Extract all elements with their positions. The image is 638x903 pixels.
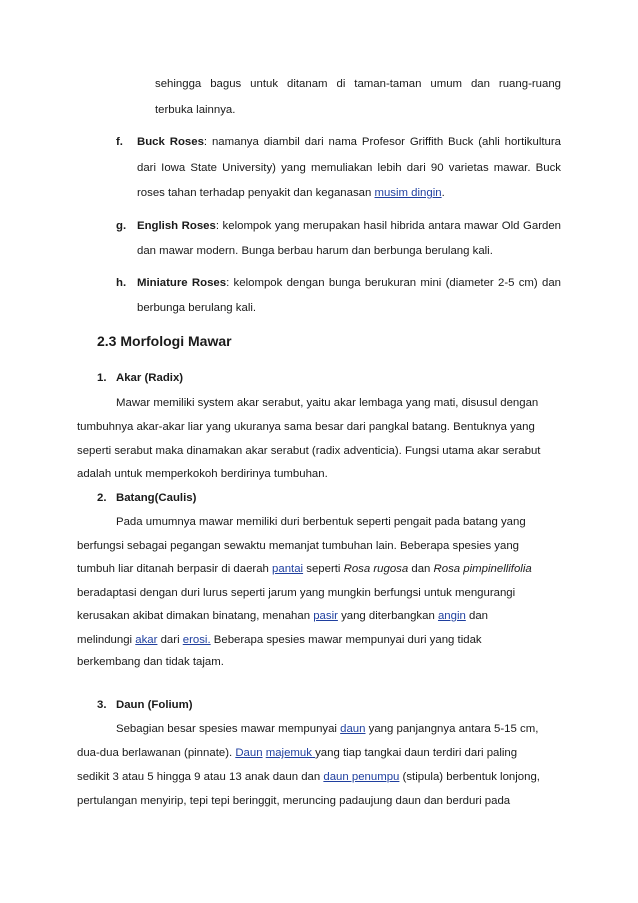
- daun-line-1: [116, 721, 538, 737]
- batang-line-6-text: melindungi: [77, 634, 136, 646]
- species-rosa-rugosa: Rosa rugosa: [343, 563, 409, 575]
- batang-line-1: Pada umumnya mawar memiliki duri berbentuk seperti pengait pada batang yang: [116, 516, 526, 528]
- link-daun-penumpu[interactable]: daun penumpu: [323, 771, 400, 783]
- daun-line-4: pertulangan menyirip, tepi tepi beringgit, meruncing padaujung daun dan berduri pada: [77, 795, 511, 807]
- link-pantai[interactable]: pantai: [272, 563, 304, 575]
- batang-line-6-text-3: Beberapa spesies mawar mempunyai duri yang tidak: [210, 634, 482, 646]
- link-erosi[interactable]: erosi.: [182, 634, 211, 646]
- rose-type-continuation-line-1: sehingga bagus untuk ditanam di taman-taman umum dan ruang-ruang: [155, 78, 561, 90]
- batang-line-5-text-2: yang diterbangkan: [337, 610, 438, 622]
- link-musim-dingin[interactable]: musim dingin: [374, 187, 442, 199]
- miniature-roses-line-2: berbunga berulang kali.: [137, 302, 257, 314]
- daun-line-1-text: Sebagian besar spesies mawar mempunyai: [116, 723, 341, 735]
- english-roses-line-1: [137, 218, 561, 234]
- section-heading: 2.3 Morfologi Mawar: [97, 333, 232, 349]
- miniature-roses-term: Miniature Roses: [137, 277, 227, 289]
- link-angin[interactable]: angin: [437, 610, 466, 622]
- english-roses-text: : kelompok yang merupakan hasil hibrida antara mawar Old Garden: [215, 220, 561, 232]
- buck-roses-line-1: [137, 134, 561, 150]
- link-daun[interactable]: daun: [340, 723, 366, 735]
- english-roses-line-2: dan mawar modern. Bunga berbau harum dan berbunga berulang kali.: [137, 245, 493, 257]
- link-majemuk[interactable]: majemuk: [265, 747, 316, 759]
- daun-line-2-text-2: yang tiap tangkai daun terdiri dari paling: [315, 747, 518, 759]
- batang-line-3-text: tumbuh liar ditanah berpasir di daerah: [77, 563, 273, 575]
- rose-type-continuation-line-2: terbuka lainnya.: [155, 104, 236, 116]
- batang-line-3: [77, 561, 532, 577]
- buck-roses-line-3: [137, 185, 445, 201]
- batang-line-6: [77, 632, 482, 648]
- list-marker-f: f.: [116, 136, 123, 148]
- buck-roses-line-2: dari Iowa State University) yang memuliakan lebih dari 90 varietas mawar. Buck: [137, 162, 561, 174]
- list-marker-2: 2.: [97, 492, 107, 504]
- daun-line-2: [77, 745, 517, 761]
- species-rosa-pimpinellifolia: Rosa pimpinellifolia: [433, 563, 532, 575]
- batang-line-3-text-3: dan: [408, 563, 434, 575]
- buck-roses-line-3-end: .: [441, 187, 445, 199]
- daun-line-1-text-2: yang panjangnya antara 5-15 cm,: [365, 723, 539, 735]
- batang-line-4: beradaptasi dengan duri lurus seperti jarum yang mungkin berfungsi untuk mengurangi: [77, 587, 516, 599]
- buck-roses-term: Buck Roses: [137, 136, 204, 148]
- daun-line-2-text: dua-dua berlawanan (pinnate).: [77, 747, 236, 759]
- akar-title: Akar (Radix): [116, 372, 184, 384]
- link-daun-2[interactable]: Daun: [235, 747, 263, 759]
- link-pasir[interactable]: pasir: [313, 610, 338, 622]
- batang-line-2: berfungsi sebagai pegangan sewaktu memanjat tumbuhan lain. Beberapa spesies yang: [77, 540, 519, 552]
- list-marker-h: h.: [116, 277, 127, 289]
- miniature-roses-line-1: [137, 275, 561, 291]
- list-marker-g: g.: [116, 220, 127, 232]
- akar-line-3: seperti serabut maka dinamakan akar serabut (radix adventicia). Fungsi utama akar serabut: [77, 445, 541, 457]
- list-marker-1: 1.: [97, 372, 107, 384]
- batang-title: Batang(Caulis): [116, 492, 197, 504]
- daun-line-3: [77, 769, 540, 785]
- buck-roses-text: : namanya diambil dari nama Profesor Griffith Buck (ahli hortikultura: [203, 136, 561, 148]
- buck-roses-line-3-text: roses tahan terhadap penyakit dan keganasan: [137, 187, 375, 199]
- link-akar[interactable]: akar: [135, 634, 158, 646]
- akar-line-2: tumbuhnya akar-akar liar yang ukuranya sama besar dari pangkal batang. Bentuknya yang: [77, 421, 535, 433]
- miniature-roses-text: : kelompok dengan bunga berukuran mini (diameter 2-5 cm) dan: [226, 277, 562, 289]
- akar-line-1: Mawar memiliki system akar serabut, yaitu akar lembaga yang mati, disusul dengan: [116, 397, 539, 409]
- list-marker-3: 3.: [97, 699, 107, 711]
- batang-line-3-text-2: seperti: [303, 563, 344, 575]
- english-roses-term: English Roses: [137, 220, 216, 232]
- batang-line-5-text: kerusakan akibat dimakan binatang, menahan: [77, 610, 314, 622]
- daun-line-3-text-2: (stipula) berbentuk lonjong,: [399, 771, 540, 783]
- daun-line-3-text: sedikit 3 atau 5 hingga 9 atau 13 anak daun dan: [77, 771, 324, 783]
- batang-line-5-text-3: dan: [465, 610, 489, 622]
- daun-title: Daun (Folium): [116, 699, 193, 711]
- batang-line-5: [77, 608, 488, 624]
- batang-line-6-text-2: dari: [157, 634, 183, 646]
- batang-line-7: berkembang dan tidak tajam.: [77, 656, 224, 668]
- akar-line-4: adalah untuk memperkokoh berdirinya tumbuhan.: [77, 468, 328, 480]
